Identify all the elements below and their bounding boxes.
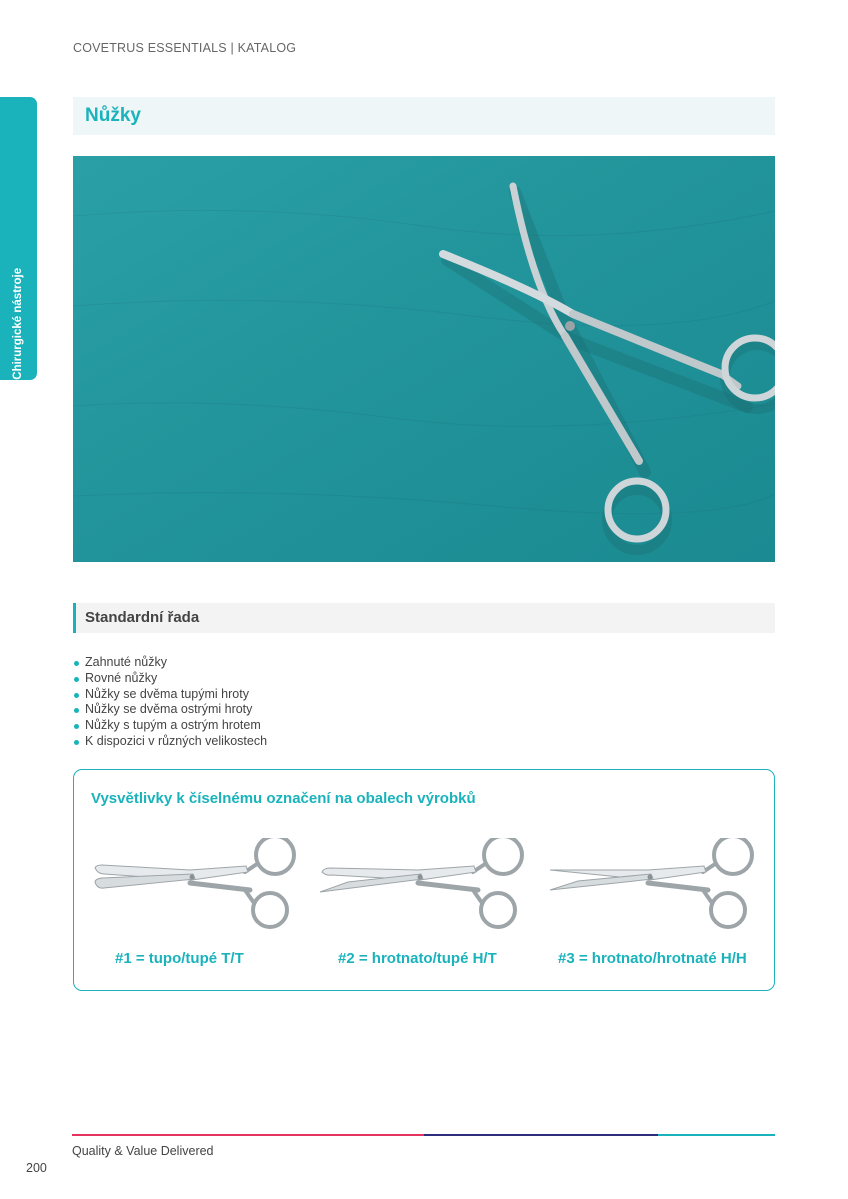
legend-label-ht: #2 = hrotnato/tupé H/T (338, 950, 497, 967)
section-title: Nůžky (85, 105, 141, 126)
chapter-tab (0, 97, 37, 403)
catalog-header: COVETRUS ESSENTIALS | KATALOG (73, 41, 297, 55)
list-item: Nůžky s tupým a ostrým hrotem (73, 718, 267, 734)
list-item: K dispozici v různých velikostech (73, 734, 267, 750)
legend-box (73, 769, 775, 991)
footer-line-teal (658, 1134, 775, 1136)
subsection-bar (73, 603, 775, 633)
feature-list (73, 655, 267, 750)
list-item: Rovné nůžky (73, 671, 267, 687)
sharp-blunt-scissors-icon (318, 838, 528, 930)
legend-label-hh: #3 = hrotnato/hrotnaté H/H (558, 950, 747, 967)
page-number: 200 (26, 1161, 47, 1175)
section-title-bar (73, 97, 775, 135)
list-item: Nůžky se dvěma ostrými hroty (73, 702, 267, 718)
list-item: Zahnuté nůžky (73, 655, 267, 671)
legend-title: Vysvětlivky k číselnému označení na obalech výrobků (91, 790, 476, 807)
subsection-title: Standardní řada (85, 609, 200, 626)
footer-line-pink (72, 1134, 424, 1136)
scissors-photo (73, 156, 775, 562)
sharp-sharp-scissors-icon (548, 838, 758, 930)
list-item: Nůžky se dvěma tupými hroty (73, 687, 267, 703)
footer-line-navy (424, 1134, 658, 1136)
legend-label-tt: #1 = tupo/tupé T/T (115, 950, 244, 967)
chapter-tab-label: 15 | Chirurgické nástroje (12, 267, 24, 403)
blunt-blunt-scissors-icon (90, 838, 300, 930)
footer-tagline: Quality & Value Delivered (72, 1144, 214, 1158)
